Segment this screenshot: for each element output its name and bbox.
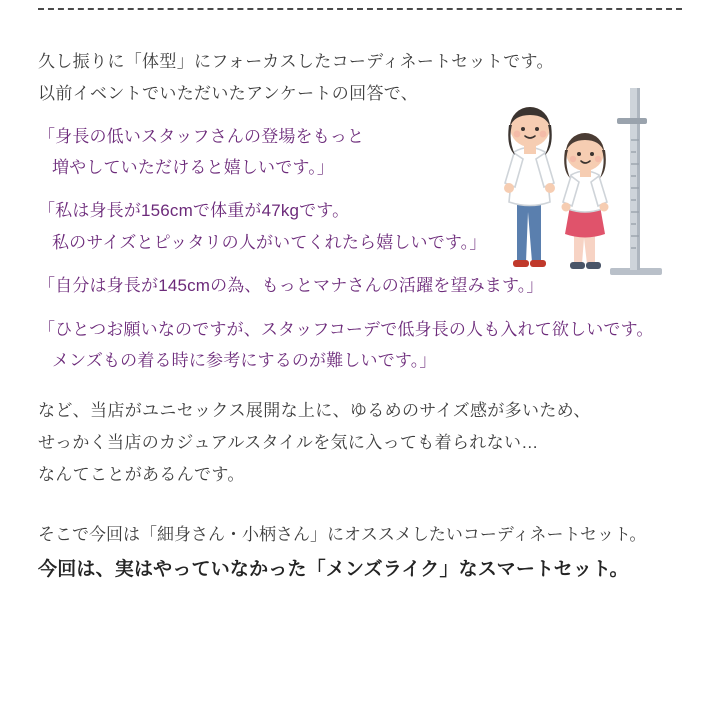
closing-line-1: そこで今回は「細身さん・小柄さん」にオススメしたいコーディネートセット。 [38,524,647,544]
quote-item [38,270,688,301]
quote-item [38,195,688,258]
quote-line-1: 「私は身長が156cmで体重が47kgです。 [38,201,350,221]
quote-line-2: 増やしていただけると嬉しいです。」 [52,158,335,178]
quote-line-2: メンズもの着る時に参考にするのが難しいです。」 [52,351,437,371]
middle-paragraph [38,395,688,492]
quote-line-1: 「身長の低いスタッフさんの登場をもっと [38,126,365,146]
closing-line-2-emphasis: 今回は、実はやっていなかった「メンズライク」なスマートセット。 [38,558,629,580]
middle-line-1: など、当店がユニセックス展開な上に、ゆるめのサイズ感が多いため、 [38,400,591,420]
intro-line-2: 以前イベントでいただいたアンケートの回答で、 [38,84,419,104]
article-body [38,46,688,588]
intro-line-1: 久し振りに「体型」にフォーカスしたコーディネートセットです。 [38,52,554,71]
middle-line-3: なんてことがあるんです。 [38,465,245,485]
survey-quotes-list [38,121,688,377]
intro-paragraph [38,46,688,111]
middle-line-2: せっかく当店のカジュアルスタイルを気に入っても着られない… [38,432,539,452]
quote-line-2: 私のサイズとピッタリの人がいてくれたら嬉しいです。」 [52,232,487,252]
closing-paragraph [38,518,688,588]
quote-item [38,121,688,184]
quote-item [38,314,688,377]
dashed-divider [38,8,682,10]
quote-line-1: 「自分は身長が145cmの為、もっとマナさんの活躍を望みます。」 [38,276,544,296]
quote-line-1: 「ひとつお願いなのですが、スタッフコーデで低身長の人も入れて欲しいです。 [38,319,654,339]
